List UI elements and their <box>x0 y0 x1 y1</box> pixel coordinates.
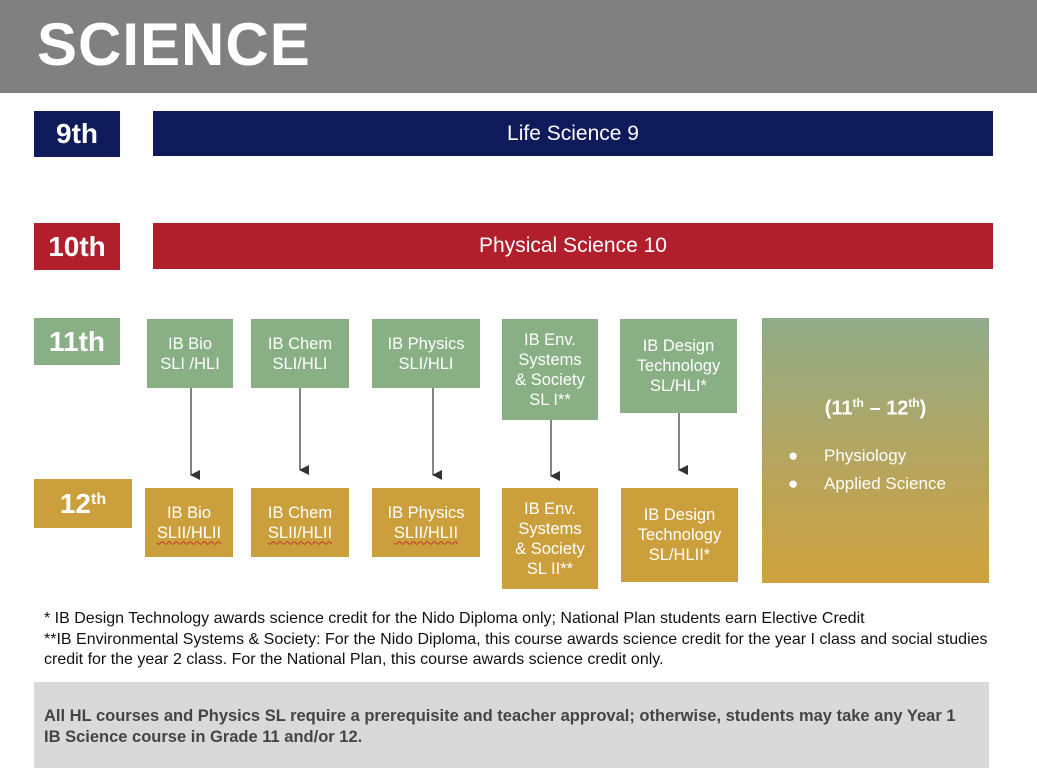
footnotes <box>44 609 1004 671</box>
course-line: SL/HLI* <box>650 377 707 395</box>
elective-item-label: Applied Science <box>824 474 946 493</box>
prerequisite-text: All HL courses and Physics SL require a prerequisite and teacher approval; otherwise, students may take any Year 1 IB Science course in Grade 11 and/or 12. <box>44 707 956 746</box>
course-line: SL I** <box>529 390 571 409</box>
grade-label-10th: 10th <box>34 223 120 270</box>
course-line: IB Physics <box>387 503 465 522</box>
course-line: & Society <box>515 539 585 558</box>
course-line: Technology <box>636 357 721 375</box>
course-line: SLII/HLII <box>267 523 333 542</box>
bullet-icon: ● <box>788 474 799 493</box>
course-physical-science-10: Physical Science 10 <box>153 223 993 269</box>
elective-list <box>788 442 946 498</box>
course-line: IB Env. <box>524 330 576 349</box>
footnote-design-tech: * IB Design Technology awards science credit for the Nido Diploma only; National Plan students earn Elective Credit <box>44 610 865 627</box>
course-line: SL/HLII* <box>648 546 711 564</box>
course-line: SL II** <box>526 559 574 578</box>
course-line: SLI/HLI <box>272 354 328 373</box>
grade-12-number: 12 <box>59 487 92 519</box>
course-line: Technology <box>637 526 722 544</box>
course-line: IB Physics <box>387 334 465 353</box>
elective-item-label: Physiology <box>824 446 907 465</box>
list-item <box>788 470 946 498</box>
course-line: IB Design <box>642 337 715 355</box>
grade-12-suffix: th <box>91 490 107 508</box>
footnote-env-systems: **IB Environmental Systems & Society: For the Nido Diploma, this course awards science credit for the year I class and social studies credit for the year 2 class. For the National Plan, this course awards science credit only. <box>44 630 988 668</box>
page-title: SCIENCE <box>37 11 311 78</box>
course-life-science-9: Life Science 9 <box>153 111 993 156</box>
prerequisite-notice <box>34 682 989 768</box>
elective-heading-dash: – 12 <box>863 397 909 420</box>
elective-heading-th2: th <box>908 396 920 410</box>
grade-label-11th: 11th <box>34 318 120 365</box>
course-line: SLII/HLII <box>393 523 459 542</box>
elective-heading-close: ) <box>919 397 927 420</box>
elective-heading <box>762 396 989 421</box>
course-line: IB Chem <box>267 503 333 522</box>
course-line: IB Design <box>643 506 716 524</box>
course-line: SLII/HLII <box>156 523 222 542</box>
grade-label-9th: 9th <box>34 111 120 157</box>
course-line: IB Env. <box>524 499 576 518</box>
bullet-icon: ● <box>788 446 799 465</box>
course-line: & Society <box>515 370 585 389</box>
course-line: IB Bio <box>166 503 211 522</box>
course-line: Systems <box>518 350 582 369</box>
course-line: SLI /HLI <box>160 354 220 373</box>
course-line: IB Bio <box>167 334 213 353</box>
course-line: IB Chem <box>267 334 333 353</box>
elective-heading-th1: th <box>852 396 864 410</box>
course-line: Systems <box>518 519 582 538</box>
elective-box <box>762 318 989 583</box>
elective-heading-open: (11 <box>824 397 853 420</box>
course-line: SLI/HLI <box>398 354 454 373</box>
list-item <box>788 442 946 470</box>
